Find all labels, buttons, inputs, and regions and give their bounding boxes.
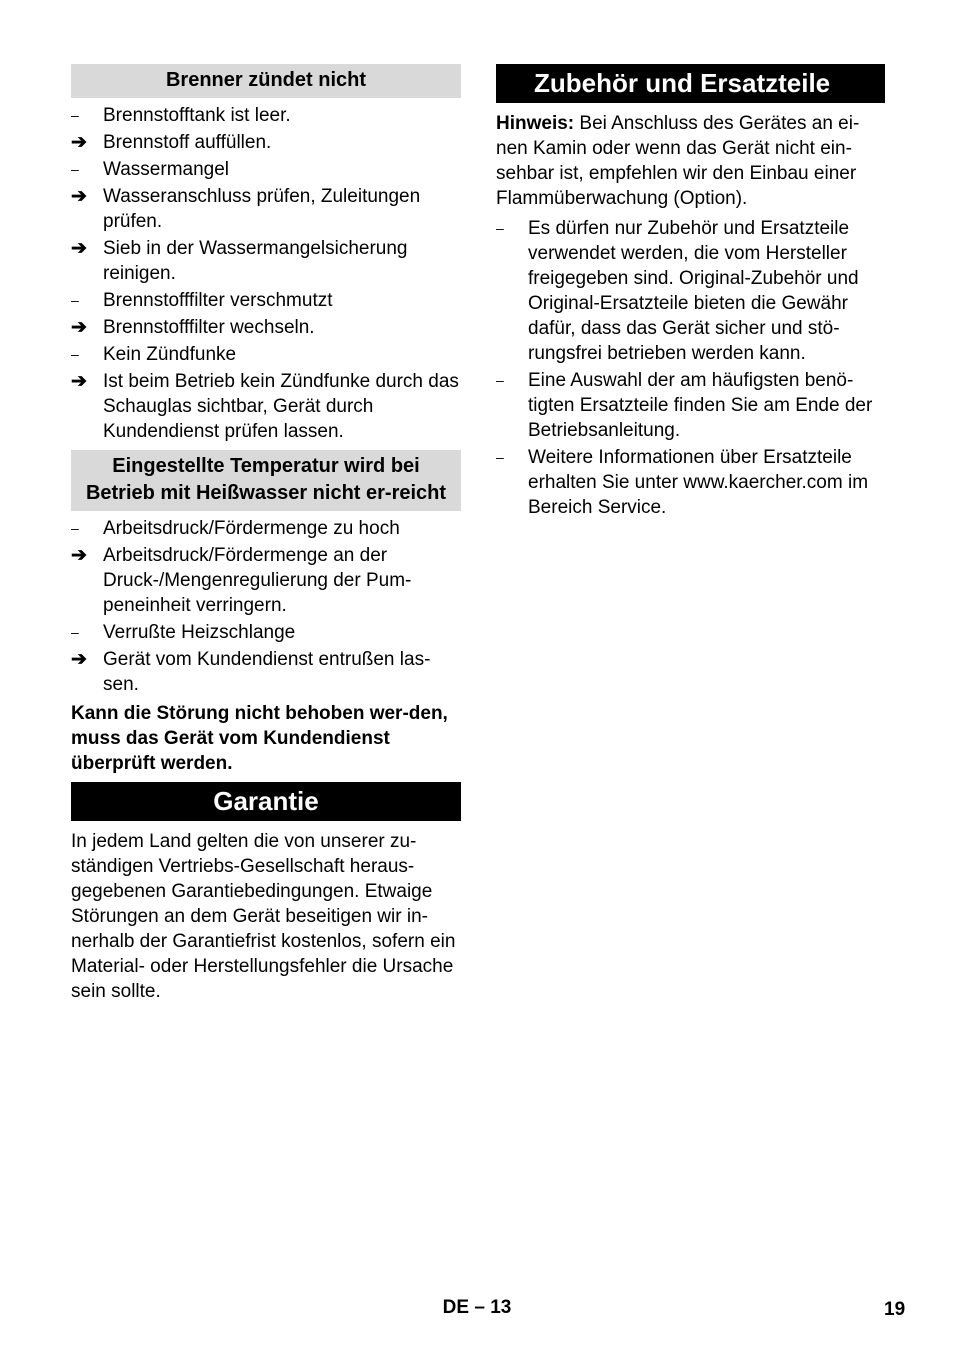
list-item (71, 369, 461, 444)
arrow-right-icon: ➔ (71, 238, 87, 259)
list-item-text: Wasseranschluss prüfen, Zuleitungen prüfen. (103, 186, 421, 232)
list-item (71, 647, 461, 697)
dash-bullet-icon: – (71, 107, 79, 123)
list-temperatur (71, 516, 461, 697)
list-item (496, 368, 885, 443)
list-item (71, 620, 461, 645)
list-zubehoer (496, 216, 885, 520)
hinweis-text: Bei Anschluss des Gerätes an ei-nen Kamin oder wenn das Gerät nicht ein-sehbar ist, empfehlen wir den Einbau einer Flammüberwachung (Option). (496, 113, 860, 209)
list-item-text: Weitere Informationen über Ersatzteile erhalten Sie unter www.kaercher.com im Bereich Service. (528, 447, 869, 518)
page-label: DE – 13 (442, 1297, 512, 1318)
list-item-text: Brennstofftank ist leer. (103, 105, 291, 126)
list-item (71, 184, 461, 234)
list-item-text: Brennstoff auffüllen. (103, 132, 272, 153)
list-item-text: Brennstofffilter wechseln. (103, 317, 315, 338)
section-heading-garantie: Garantie (71, 782, 461, 821)
list-item-text: Wassermangel (103, 159, 230, 180)
dash-bullet-icon: – (496, 372, 504, 388)
list-item-text: Verrußte Heizschlange (103, 622, 296, 643)
list-item (71, 288, 461, 313)
dash-bullet-icon: – (496, 220, 504, 236)
hinweis-label: Hinweis: (496, 113, 575, 134)
list-item-text: Kein Zündfunke (103, 344, 237, 365)
list-item-text: Gerät vom Kundendienst entrußen las-sen. (103, 649, 431, 695)
garantie-text: In jedem Land gelten die von unserer zu-ständigen Vertriebs-Gesellschaft heraus-gegebenen Garantiebedingungen. Etwaige Störungen an dem Gerät beseitigen wir in-nerhalb der Garantiefrist kostenlos, sofern ein Material- oder Herstellungsfehler die Ursache sein sollte. (71, 831, 456, 1002)
list-item (496, 445, 885, 520)
list-item (71, 543, 461, 618)
list-item (71, 236, 461, 286)
dash-bullet-icon: – (71, 346, 79, 362)
section-heading-temperatur: Eingestellte Temperatur wird bei Betrieb mit Heißwasser nicht er-reicht (71, 450, 461, 511)
list-item (71, 315, 461, 340)
dash-bullet-icon: – (71, 292, 79, 308)
list-item-text: Ist beim Betrieb kein Zündfunke durch das Schauglas sichtbar, Gerät durch Kundendienst prüfen lassen. (103, 371, 459, 442)
page-number: 19 (884, 1299, 906, 1320)
left-column (71, 64, 461, 1004)
closing-note: Kann die Störung nicht behoben wer-den, muss das Gerät vom Kundendienst überprüft werden. (71, 703, 448, 774)
list-item (71, 342, 461, 367)
list-item-text: Arbeitsdruck/Fördermenge zu hoch (103, 518, 400, 539)
list-brenner (71, 103, 461, 444)
list-item (71, 157, 461, 182)
dash-bullet-icon: – (71, 624, 79, 640)
section-heading-brenner: Brenner zündet nicht (71, 64, 461, 98)
list-item-text: Brennstofffilter verschmutzt (103, 290, 333, 311)
list-item (496, 216, 885, 366)
dash-bullet-icon: – (71, 161, 79, 177)
list-item-text: Arbeitsdruck/Fördermenge an der Druck-/Mengenregulierung der Pum-peneinheit verringern. (103, 545, 412, 616)
hinweis-paragraph (496, 111, 885, 211)
arrow-right-icon: ➔ (71, 132, 87, 153)
list-item (71, 516, 461, 541)
list-item (71, 130, 461, 155)
arrow-right-icon: ➔ (71, 371, 87, 392)
dash-bullet-icon: – (496, 449, 504, 465)
list-item-text: Eine Auswahl der am häufigsten benö-tigten Ersatzteile finden Sie am Ende der Betriebsanleitung. (528, 370, 873, 441)
arrow-right-icon: ➔ (71, 317, 87, 338)
list-item-text: Es dürfen nur Zubehör und Ersatzteile verwendet werden, die vom Hersteller freigegeben sind. Original-Zubehör und Original-Ersatzteile bieten die Gewähr dafür, dass das Gerät sicher und stö-rungsfrei betrieben werden kann. (528, 218, 859, 364)
list-item-text: Sieb in der Wassermangelsicherung reinigen. (103, 238, 408, 284)
section-heading-zubehoer: Zubehör und Ersatzteile (496, 64, 885, 103)
arrow-right-icon: ➔ (71, 186, 87, 207)
arrow-right-icon: ➔ (71, 649, 87, 670)
dash-bullet-icon: – (71, 520, 79, 536)
list-item (71, 103, 461, 128)
arrow-right-icon: ➔ (71, 545, 87, 566)
right-column (496, 64, 885, 524)
